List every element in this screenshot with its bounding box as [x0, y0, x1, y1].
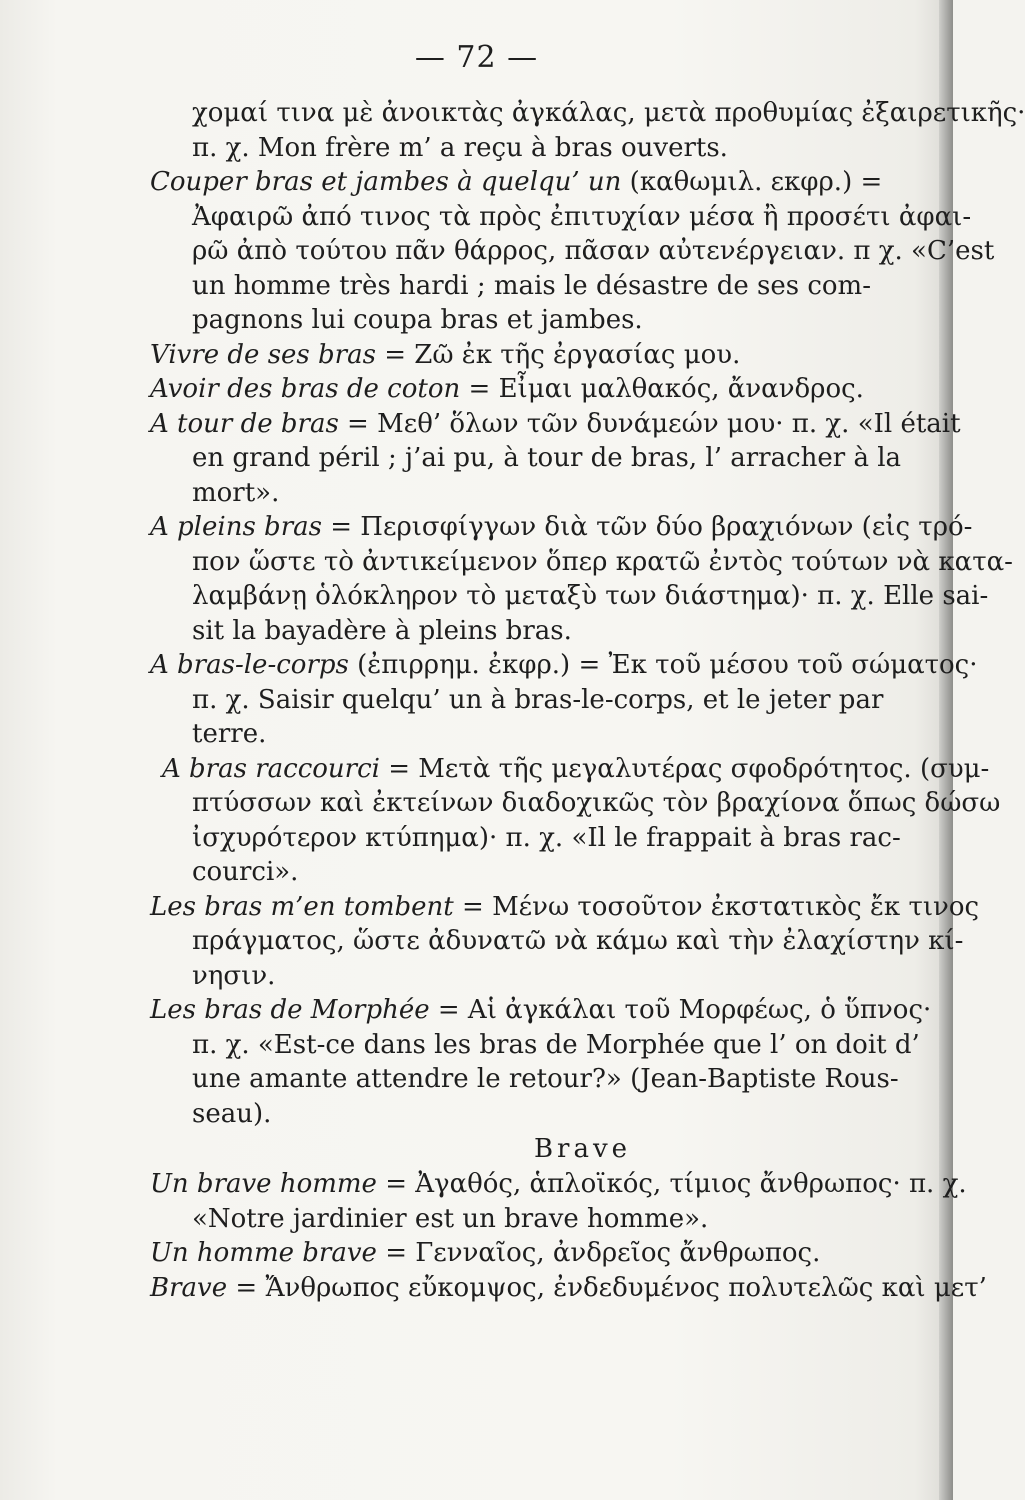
entry-text: ρῶ ἀπὸ τούτου πᾶν θάρρος, πᾶσαν αὐτενέργειαν. π χ. «C’est: [192, 236, 995, 266]
entry-text: = Μετὰ τῆς μεγαλυτέρας σφοδρότητος. (συμ-: [379, 753, 990, 784]
text-line: [150, 269, 895, 304]
entry-term: Les bras de Morphée: [150, 995, 430, 1025]
text-line: [150, 855, 895, 890]
entry-text: = Εἶμαι μαλθακός, ἄνανδρος.: [460, 374, 864, 404]
entry-text: νησιν.: [192, 960, 276, 991]
entry-text: = Γενναῖος, ἀνδρεῖος ἄνθρωπος.: [376, 1238, 821, 1268]
entry-text: πον ὥστε τὸ ἀντικείμενον ὅπερ κρατῶ ἐντὸς τούτων νὰ κατα-: [192, 546, 1013, 577]
entry-text: = Ζῶ ἐκ τῆς ἐργασίας μου.: [375, 339, 741, 370]
text-line: [150, 1028, 920, 1063]
entry-text: λαμβάνῃ ὁλόκληρον τὸ μεταξὺ των διάστημα)· π. χ. Elle sai-: [192, 581, 989, 611]
entry-text: Ἀφαιρῶ ἀπό τινος τὰ πρὸς ἐπιτυχίαν μέσα ἢ προσέτι ἀφαι-: [192, 201, 972, 232]
entry-text: pagnons lui coupa bras et jambes.: [192, 305, 643, 335]
text-line: [150, 510, 973, 545]
entry-text: mort».: [192, 477, 280, 508]
entry-term: A bras-le-corps: [150, 650, 349, 680]
text-line: [150, 752, 990, 787]
entries-brave: [150, 1167, 987, 1305]
text-line: [150, 545, 1013, 580]
text-line: [150, 648, 978, 683]
text-line: [150, 476, 895, 511]
text-line: [150, 717, 895, 752]
text-line: [150, 131, 895, 166]
entry-text: «Notre jardinier est un brave homme».: [192, 1203, 709, 1234]
entry-text: = Ἄνθρωπος εὔκομψος, ἐνδεδυμένος πολυτελῶς καὶ μετ’: [227, 1272, 987, 1303]
text-line: [150, 959, 895, 994]
text-line: [150, 1097, 895, 1132]
text-line: [150, 821, 901, 856]
entry-text: π. χ. Mon frère m’ a reçu à bras ouverts.: [192, 132, 728, 163]
entry-text: terre.: [192, 719, 267, 749]
text-line: [150, 890, 980, 925]
entry-text: π. χ. Saisir quelqu’ un à bras-le-corps, et le jeter par: [192, 684, 884, 715]
section-heading-brave: Brave: [533, 1134, 632, 1164]
entry-term: A bras raccourci: [162, 753, 380, 784]
entry-text: un homme très hardi ; mais le désastre de ses com-: [192, 270, 871, 301]
entry-text: (ἐπιρρημ. ἐκφρ.) = Ἐκ τοῦ μέσου τοῦ σώματος·: [348, 650, 978, 680]
entry-text: = Μένω τοσοῦτον ἐκστατικὸς ἔκ τινος: [453, 891, 980, 922]
entry-text: = Ἀγαθός, ἁπλοϊκός, τίμιος ἄνθρωπος· π. χ.: [376, 1169, 967, 1199]
text-line: [150, 303, 895, 338]
entry-text: χομαί τινα μὲ ἀνοικτὰς ἀγκάλας, μετὰ προθυμίας ἐξαιρετικῆς·: [192, 98, 1025, 128]
dictionary-text-block: [150, 96, 1025, 1305]
entry-term: A tour de bras: [150, 408, 339, 439]
entry-text: πράγματος, ὥστε ἀδυνατῶ νὰ κάμω καὶ τὴν ἐλαχίστην κί-: [192, 926, 964, 956]
entry-text: en grand péril ; j’ai pu, à tour de bras, l’ arracher à la: [192, 443, 902, 473]
entry-text: π. χ. «Est-ce dans les bras de Morphée que l’ on doit d’: [192, 1029, 920, 1060]
text-line: [150, 372, 895, 407]
entry-term: Brave: [150, 1272, 228, 1303]
text-line: [150, 441, 902, 476]
entry-text: (καθωμιλ. εκφρ.) =: [621, 167, 883, 197]
entry-term: Un brave homme: [150, 1169, 377, 1199]
text-line: [150, 234, 995, 269]
entry-term: Vivre de ses bras: [150, 339, 376, 370]
text-line: [150, 165, 895, 200]
text-line: [150, 786, 1001, 821]
text-line: [150, 579, 989, 614]
text-line: [150, 338, 895, 373]
entries-bras: [150, 96, 1025, 1131]
entry-text: πτύσσων καὶ ἐκτείνων διαδοχικῶς τὸν βραχίονα ὅπως δώσω: [192, 788, 1001, 818]
text-line: [150, 96, 1025, 131]
entry-term: Couper bras et jambes à quelqu’ un: [150, 167, 622, 197]
text-line: [150, 407, 961, 442]
text-line: [150, 1236, 895, 1271]
entry-term: Avoir des bras de coton: [150, 374, 461, 404]
text-line: [150, 924, 964, 959]
text-line: [150, 1062, 899, 1097]
text-line: [150, 1167, 967, 1202]
entry-text: = Περισφίγγων διὰ τῶν δύο βραχιόνων (εἰς τρό-: [321, 512, 973, 542]
entry-text: courci».: [192, 857, 299, 887]
page-number: — 72 —: [414, 40, 539, 75]
text-line: [150, 993, 932, 1028]
entry-term: Un homme brave: [150, 1238, 377, 1268]
entry-term: Les bras m’en tombent: [150, 891, 454, 922]
text-line: [150, 1202, 895, 1237]
entry-text: une amante attendre le retour?» (Jean-Baptiste Rous-: [192, 1064, 899, 1094]
text-line: [150, 200, 972, 235]
text-line: [150, 614, 895, 649]
entry-text: = Αἱ ἀγκάλαι τοῦ Μορφέως, ὁ ὕπνος·: [429, 995, 932, 1025]
text-line: [150, 1271, 987, 1306]
text-line: [150, 683, 895, 718]
entry-text: ἰσχυρότερον κτύπημα)· π. χ. «Il le frappait à bras rac-: [192, 822, 901, 853]
entry-term: A pleins bras: [150, 512, 322, 542]
entry-text: seau).: [192, 1098, 272, 1129]
entry-text: = Μεθ’ ὅλων τῶν δυνάμεών μου· π. χ. «Il était: [338, 408, 961, 439]
entry-text: sit la bayadère à pleins bras.: [192, 615, 572, 646]
